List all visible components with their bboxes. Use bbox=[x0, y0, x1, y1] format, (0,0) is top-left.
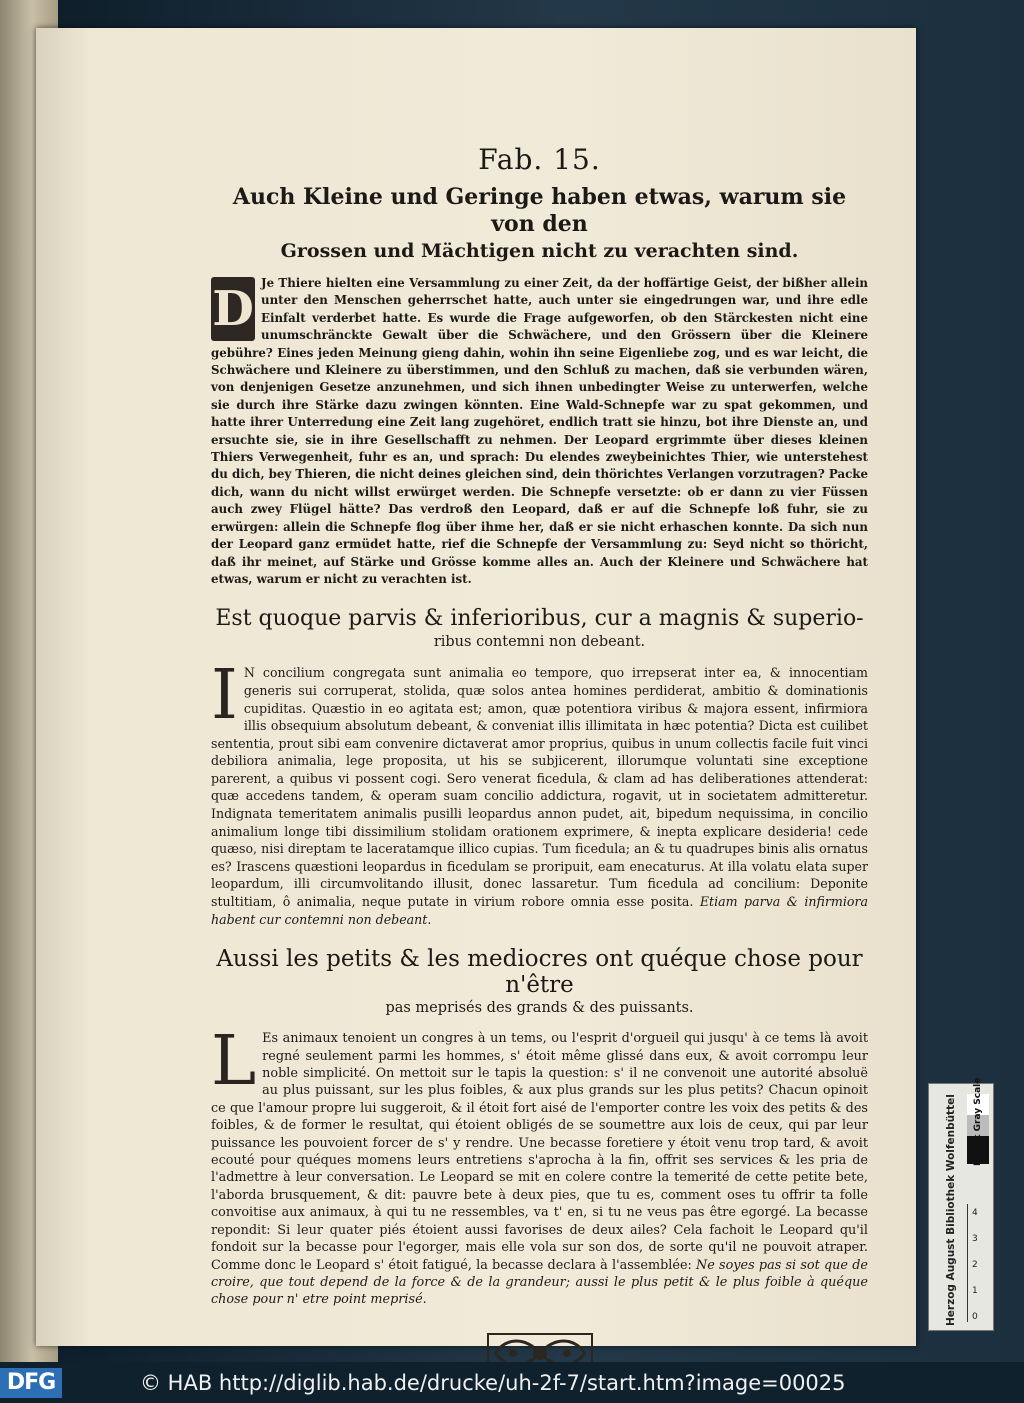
french-drop-cap: L bbox=[211, 1022, 257, 1102]
french-title-line2: pas meprisés des grands & des puissants. bbox=[385, 1000, 694, 1017]
card-brand bbox=[973, 1078, 983, 1166]
latin-title-line2: ribus contemni non debeant. bbox=[433, 634, 646, 651]
card-library-label: Herzog August Bibliothek Wolfenbüttel bbox=[945, 1094, 957, 1326]
german-drop-cap: D bbox=[211, 277, 255, 341]
footer-bar bbox=[0, 1362, 1024, 1403]
ruler-number: 1 bbox=[972, 1286, 978, 1296]
ruler-number: 3 bbox=[972, 1234, 978, 1244]
fable-number: Fab. 15. bbox=[478, 143, 601, 176]
french-body: Es animaux tenoient un congres à un tems, ou l'esprit d'orgueil qui jusqu' à ce tems là avoit regné seulement parmi les hommes, s' étoit même glissé dans eux, & avoit corrompu leur noble simplicité. On mettoit sur le tapis la question: s' il ne convenoit une autorité absoluë au plus puissant, sur les plus foibles, & aux plus grands sur les plus petits? Chacun opinoit ce que l'amour propre lui suggeroit, & il étoit fort aisé de l'emporter contre les voix des petits & des foibles, & de former le resultat, qui étoient obligés de se soumettre aux lois de ceux, qui par leur puissance les pouvoient forcer de s' y rendre. Une becasse foretiere y étoit venu trop tard, & avoit ecouté pour quéques momens leurs entretiens s'aprocha à la fin, offrit ses services & les pria de l'admettre à leur conversation. Le Leopard se mit en colere contre la temerité de cette petite bete, l'aborda brusquement, & dit: pauvre bete à deux pies, que tu es, comment oses tu offrir ta folle convoitise aux animaux, à qui tu ne ressembles, va t' en, si tu ne veus pas être egorgé. La becasse repondit: Si leur quater piés étoient aussi favorises de deux ailes? Cela fachoit le Leopard qu'il fondoit sur la becasse pour l'egorger, mais elle vola sur son dos, de sorte qu'il ne pouvoit atraper. Comme donc le Leopard s' étoit fatigué, la becasse declara à l'assemblée: bbox=[211, 1031, 868, 1273]
copyright-text: © HAB http://diglib.hab.de/drucke/uh-2f-7/start.htm?image=00025 bbox=[140, 1371, 846, 1395]
ruler-number: 0 bbox=[972, 1312, 978, 1322]
latin-title-line1: Est quoque parvis & inferioribus, cur a magnis & superio- bbox=[215, 606, 864, 632]
latin-text bbox=[211, 656, 868, 928]
german-title bbox=[211, 184, 868, 265]
latin-moral: Etiam parva & infirmiora habent cur contemni non debeant. bbox=[211, 894, 868, 927]
german-text bbox=[211, 275, 868, 588]
book-page bbox=[36, 28, 916, 1346]
dfg-logo[interactable]: DFG bbox=[0, 1368, 62, 1398]
card-brand-name: Kodak bbox=[973, 1134, 983, 1166]
german-title-line1: Auch Kleine und Geringe haben etwas, warum sie von den bbox=[232, 184, 847, 237]
french-text bbox=[211, 1022, 868, 1309]
french-moral: Ne soyes pas si sot que de croire, que tout depend de la force & de la grandeur; aussi le plus petit & le plus foible à quéque chose pour n' etre point meprisé. bbox=[211, 1257, 868, 1308]
german-body: Je Thiere hielten eine Versammlung zu einer Zeit, da der hoffärtige Geist, der bißher allein unter den Menschen geherrschet hatte, auch unter sie eingedrungen war, und ihre edle Einfalt verderbet hatte. Es wurde die Frage aufgeworfen, ob den Stärckesten nicht eine unumschränckte Gewalt über die Schwächere, und den Grössern über die Kleinere gebühre? Eines jeden Meinung gieng dahin, wohin ihn seine Eigenliebe zog, und es war leicht, die Schwächere und Kleinere zu überstimmen, und den Schluß zu machen, daß sie verbunden wären, von denjenigen Gesetze anzunehmen, und sich ihnen unbedingter Weise zu unterwerfen, welche sie durch ihre Stärke dazu zwingen könnten. Eine Wald-Schnepfe war zu spat gekommen, und hatte ihrer Unterredung eine Zeit lang zugehöret, endlich tratt sie hinzu, bot ihre Dienste an, und ersuchte sie, sie in ihre Gesellschafft zu nehmen. Der Leopard ergrimmte über dieses kleinen Thiers Verwegenheit, fuhr es an, und sprach: Du elendes zweybeinichtes Thier, wie unterstehest du dich, bey Thieren, die nicht deines gleichen sind, dein thörichtes Verlangen vorzutragen? Packe dich, wann du nicht willst erwürget werden. Die Schnepfe versetzte: ob er dann zu vier Füssen auch zwey Flügel hätte? Das verdroß den Leopard, daß er auf die Schnepfe loß fuhr, sie zu erwürgen: allein die Schnepfe flog über ihme her, daß er sie nicht erhaschen konnte. Da sich nun der Leopard ganz ermüdet hatte, rief die Schnepfe der Versammlung zu: bbox=[211, 276, 868, 552]
card-scale-name: Gray Scale bbox=[973, 1077, 983, 1132]
ruler-number: 4 bbox=[972, 1208, 978, 1218]
card-ruler bbox=[967, 1204, 988, 1322]
latin-title bbox=[211, 606, 868, 652]
french-title-line1: Aussi les petits & les mediocres ont quéque chose pour n'être bbox=[216, 946, 863, 999]
french-title bbox=[211, 946, 868, 1018]
german-moral: Seyd nicht so thöricht, daß ihr meinet, auf Stärke und Grösse komme alles an. Auch der Kleinere und Schwächere hat etwas, warum er nicht zu verachten ist. bbox=[211, 537, 868, 586]
latin-drop-cap: I bbox=[211, 656, 238, 736]
ruler-number: 2 bbox=[972, 1260, 978, 1270]
latin-body: N concilium congregata sunt animalia eo tempore, quo irrepserat inter ea, & innocentiam generis sui corruperat, stolida, quæ solos antea homines perdiderat, ambitio & dominationis cupiditas. Quæstio in eo agitata est; amon, quæ potentiora viribus & majora essent, infirmiora illis obsequium absolutum debeant, & conveniat illis illimitata in hæc potentia? Dicta est cuilibet sententia, prout sibi eam convenire dictaverat amor proprius, quibus in unum collectis facile fuit vinci debiliora animalia, lege proposita, ut his se subjicerent, illorumque voluntati sine exceptione parerent, a quibus vi possent cogi. Sero venerat ficedula, & clam ad has deliberationes attenderat: quæ accedens tandem, & operam suam concilio addictura, rogavit, ut in societatem admitteretur. Indignata temeritatem animalis pusilli leopardus annon pudet, ait, bipedum nequissima, in concilio animalium longe tibi dissimilium stolidam orationem exprimere, & inepta explicare desideria! cede quæso, nisi direptam te laceratamque illico cupias. Tum ficedula; an & tu quadrupes binis alis ornatus es? Irascens quæstioni leopardus in ficedulam se proripuit, eam enecaturus. At illa volatu elata super leopardum, illi circumvolitando illusit, donec lassaretur. Tum ficedula ad concilium: Deponite stultitiam, ô animalia, neque putate in virium robore omnia esse posita. bbox=[211, 665, 868, 910]
german-title-line2: Grossen und Mächtigen nicht zu verachten sind. bbox=[280, 240, 799, 262]
page-content bbox=[211, 143, 868, 1377]
color-calibration-card bbox=[928, 1077, 994, 1331]
